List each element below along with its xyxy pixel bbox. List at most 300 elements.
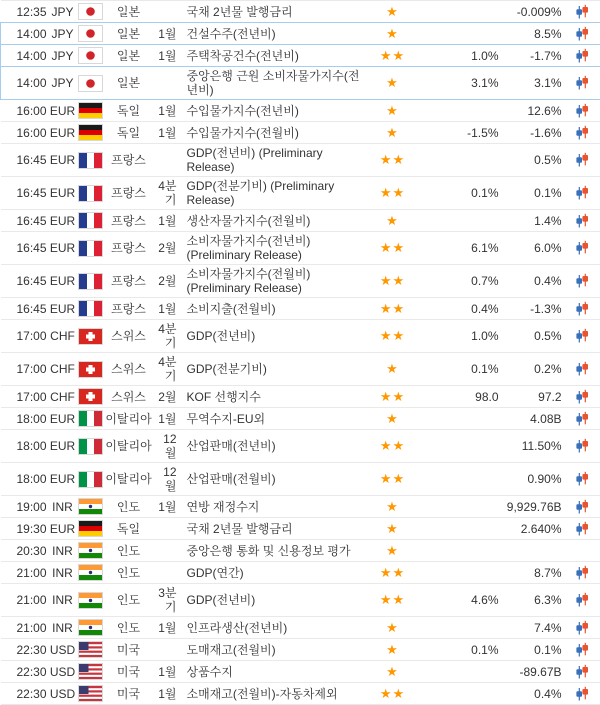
forecast-value: -1.5% — [419, 122, 501, 144]
candlestick-chart-icon[interactable] — [574, 361, 590, 377]
event-cell — [177, 584, 367, 617]
currency-code: INR — [49, 617, 77, 639]
currency-code: EUR — [49, 430, 77, 463]
previous-value: 0.1% — [501, 177, 564, 210]
chart-cell — [564, 100, 600, 122]
flag-cell — [77, 320, 105, 353]
currency-code: CHF — [49, 320, 77, 353]
event-name[interactable]: 소비지출(전월비) — [187, 302, 276, 316]
candlestick-chart-icon[interactable] — [574, 125, 590, 141]
flag-france-icon — [78, 240, 103, 257]
forecast-value — [419, 661, 501, 683]
importance-cell — [367, 430, 419, 463]
chart-cell — [564, 265, 600, 298]
event-row[interactable] — [1, 210, 600, 232]
event-name[interactable]: 무역수지-EU외 — [187, 412, 266, 426]
event-cell — [177, 683, 367, 705]
importance-cell — [367, 265, 419, 298]
flag-germany-icon — [78, 102, 103, 119]
forecast-value — [419, 408, 501, 430]
importance-star-icon: ★★ — [380, 592, 405, 607]
previous-value: 9,929.76B — [501, 496, 564, 518]
previous-value: 4.08B — [501, 408, 564, 430]
country-name: 프랑스 — [105, 265, 153, 298]
event-name[interactable]: 건설수주(전년비) — [187, 27, 276, 41]
flag-cell — [77, 177, 105, 210]
event-time: 16:00 — [1, 100, 49, 122]
flag-switzerland-icon — [78, 388, 103, 405]
event-cell — [177, 144, 367, 177]
event-cell — [177, 518, 367, 540]
importance-star-icon: ★ — [386, 521, 399, 536]
country-name: 인도 — [105, 584, 153, 617]
forecast-value — [419, 540, 501, 562]
report-period: 4분기 — [153, 177, 177, 210]
event-name[interactable]: 수입물가지수(전월비) — [187, 126, 299, 140]
event-time: 17:00 — [1, 353, 49, 386]
flag-usa-icon — [78, 685, 103, 702]
importance-star-icon: ★★ — [380, 328, 405, 343]
event-name[interactable]: 국채 2년물 발행금리 — [187, 5, 293, 19]
country-name: 스위스 — [105, 353, 153, 386]
currency-code: CHF — [49, 386, 77, 408]
event-row[interactable] — [1, 617, 600, 639]
event-time: 21:00 — [1, 562, 49, 584]
importance-star-icon: ★★ — [380, 185, 405, 200]
chart-cell — [564, 584, 600, 617]
event-cell — [177, 540, 367, 562]
candlestick-chart-icon[interactable] — [574, 521, 590, 537]
event-row[interactable] — [1, 232, 600, 265]
event-time: 21:00 — [1, 617, 49, 639]
currency-code: JPY — [49, 1, 77, 23]
event-name[interactable]: 인프라생산(전년비) — [187, 621, 288, 635]
forecast-value — [419, 683, 501, 705]
chart-cell — [564, 562, 600, 584]
forecast-value: 0.1% — [419, 639, 501, 661]
currency-code: EUR — [49, 177, 77, 210]
event-row[interactable] — [1, 518, 600, 540]
flag-cell — [77, 463, 105, 496]
flag-cell — [77, 122, 105, 144]
candlestick-chart-icon[interactable] — [574, 499, 590, 515]
importance-star-icon: ★ — [386, 620, 399, 635]
previous-value: 6.0% — [501, 232, 564, 265]
event-cell — [177, 210, 367, 232]
flag-usa-icon — [78, 641, 103, 658]
candlestick-chart-icon[interactable] — [574, 301, 590, 317]
event-name[interactable]: 수입물가지수(전년비) — [187, 104, 299, 118]
candlestick-chart-icon[interactable] — [574, 565, 590, 581]
currency-code: USD — [49, 639, 77, 661]
report-period: 1월 — [153, 23, 177, 45]
report-period — [153, 1, 177, 23]
flag-switzerland-icon — [78, 328, 103, 345]
importance-star-icon: ★★ — [380, 389, 405, 404]
forecast-value — [419, 100, 501, 122]
event-cell — [177, 353, 367, 386]
chart-cell — [564, 683, 600, 705]
forecast-value: 1.0% — [419, 45, 501, 67]
currency-code: JPY — [49, 67, 77, 100]
importance-star-icon: ★★ — [380, 686, 405, 701]
event-row[interactable] — [1, 144, 600, 177]
chart-cell — [564, 353, 600, 386]
candlestick-chart-icon[interactable] — [574, 152, 590, 168]
candlestick-chart-icon[interactable] — [574, 686, 590, 702]
importance-cell — [367, 584, 419, 617]
importance-star-icon: ★★ — [380, 240, 405, 255]
country-name: 일본 — [105, 45, 153, 67]
candlestick-chart-icon[interactable] — [574, 103, 590, 119]
forecast-value — [419, 463, 501, 496]
event-row[interactable] — [1, 298, 600, 320]
event-cell — [177, 562, 367, 584]
importance-star-icon: ★ — [386, 664, 399, 679]
importance-star-icon: ★★ — [380, 48, 405, 63]
flag-cell — [77, 67, 105, 100]
event-time: 16:45 — [1, 298, 49, 320]
importance-cell — [367, 562, 419, 584]
report-period: 2월 — [153, 265, 177, 298]
importance-star-icon: ★★ — [380, 565, 405, 580]
flag-cell — [77, 661, 105, 683]
country-name: 프랑스 — [105, 232, 153, 265]
previous-value: -89.67B — [501, 661, 564, 683]
event-name[interactable]: KOF 선행지수 — [187, 390, 261, 404]
event-name[interactable]: 국채 2년물 발행금리 — [187, 522, 293, 536]
candlestick-chart-icon[interactable] — [574, 411, 590, 427]
event-time: 14:00 — [1, 67, 49, 100]
flag-cell — [77, 298, 105, 320]
flag-cell — [77, 496, 105, 518]
forecast-value — [419, 518, 501, 540]
forecast-value — [419, 617, 501, 639]
flag-india-icon — [78, 498, 103, 515]
candlestick-chart-icon[interactable] — [574, 75, 590, 91]
previous-value: -1.7% — [501, 45, 564, 67]
event-name[interactable]: 중앙은행 근원 소비자물가지수(전년비) — [187, 69, 360, 97]
event-time: 16:45 — [1, 144, 49, 177]
chart-cell — [564, 518, 600, 540]
previous-value — [501, 540, 564, 562]
event-row[interactable] — [1, 540, 600, 562]
currency-code: INR — [49, 584, 77, 617]
report-period: 4분기 — [153, 353, 177, 386]
event-time: 21:00 — [1, 584, 49, 617]
report-period: 1월 — [153, 298, 177, 320]
event-name[interactable]: 상품수지 — [187, 665, 233, 679]
previous-value: -1.6% — [501, 122, 564, 144]
chart-cell — [564, 617, 600, 639]
country-name: 독일 — [105, 518, 153, 540]
chart-cell — [564, 540, 600, 562]
currency-code: USD — [49, 661, 77, 683]
event-time: 22:30 — [1, 683, 49, 705]
event-time: 18:00 — [1, 408, 49, 430]
importance-cell — [367, 210, 419, 232]
event-time: 19:00 — [1, 496, 49, 518]
candlestick-chart-icon[interactable] — [574, 471, 590, 487]
event-name[interactable]: 주택착공건수(전년비) — [187, 49, 299, 63]
candlestick-chart-icon[interactable] — [574, 389, 590, 405]
currency-code: INR — [49, 562, 77, 584]
candlestick-chart-icon[interactable] — [574, 185, 590, 201]
forecast-value: 3.1% — [419, 67, 501, 100]
event-name[interactable]: 소비자물가지수(전월비) (Preliminary Release) — [187, 267, 311, 295]
importance-cell — [367, 639, 419, 661]
report-period — [153, 540, 177, 562]
flag-cell — [77, 683, 105, 705]
previous-value: 11.50% — [501, 430, 564, 463]
forecast-value — [419, 1, 501, 23]
forecast-value — [419, 496, 501, 518]
forecast-value: 0.1% — [419, 177, 501, 210]
flag-japan-icon — [78, 3, 103, 20]
report-period — [153, 562, 177, 584]
report-period: 12월 — [153, 463, 177, 496]
candlestick-chart-icon[interactable] — [574, 642, 590, 658]
event-name[interactable]: 소비자물가지수(전년비) (Preliminary Release) — [187, 234, 311, 262]
importance-cell — [367, 518, 419, 540]
previous-value: 7.4% — [501, 617, 564, 639]
event-row[interactable] — [1, 463, 600, 496]
importance-cell — [367, 683, 419, 705]
flag-india-icon — [78, 619, 103, 636]
flag-japan-icon — [78, 25, 103, 42]
event-time: 14:00 — [1, 23, 49, 45]
importance-cell — [367, 353, 419, 386]
candlestick-chart-icon[interactable] — [574, 213, 590, 229]
event-name[interactable]: GDP(전분기비) (Preliminary Release) — [187, 179, 335, 207]
chart-cell — [564, 232, 600, 265]
event-row[interactable] — [1, 386, 600, 408]
event-row[interactable] — [1, 584, 600, 617]
flag-cell — [77, 265, 105, 298]
flag-france-icon — [78, 212, 103, 229]
flag-cell — [77, 144, 105, 177]
importance-star-icon: ★ — [386, 642, 399, 657]
event-time: 16:45 — [1, 177, 49, 210]
event-time: 16:45 — [1, 265, 49, 298]
forecast-value: 0.7% — [419, 265, 501, 298]
event-name[interactable]: GDP(연간) — [187, 566, 244, 580]
event-row[interactable] — [1, 320, 600, 353]
event-time: 18:00 — [1, 430, 49, 463]
country-name: 스위스 — [105, 320, 153, 353]
event-time: 16:00 — [1, 122, 49, 144]
chart-cell — [564, 661, 600, 683]
importance-star-icon: ★ — [386, 103, 399, 118]
event-row[interactable] — [1, 562, 600, 584]
previous-value: 0.5% — [501, 144, 564, 177]
currency-code: EUR — [49, 298, 77, 320]
importance-cell — [367, 496, 419, 518]
country-name: 이탈리아 — [105, 430, 153, 463]
importance-star-icon: ★★ — [380, 152, 405, 167]
candlestick-chart-icon[interactable] — [574, 438, 590, 454]
chart-cell — [564, 320, 600, 353]
importance-cell — [367, 100, 419, 122]
report-period: 1월 — [153, 100, 177, 122]
event-row[interactable] — [1, 45, 600, 67]
event-name[interactable]: 연방 재정수지 — [187, 500, 260, 514]
importance-star-icon: ★ — [386, 125, 399, 140]
candlestick-chart-icon[interactable] — [574, 664, 590, 680]
candlestick-chart-icon[interactable] — [574, 620, 590, 636]
flag-india-icon — [78, 592, 103, 609]
event-row[interactable] — [1, 177, 600, 210]
currency-code: EUR — [49, 265, 77, 298]
candlestick-chart-icon[interactable] — [574, 273, 590, 289]
chart-cell — [564, 408, 600, 430]
event-name[interactable]: 소매재고(전월비)-자동차제외 — [187, 687, 338, 701]
event-cell — [177, 67, 367, 100]
event-cell — [177, 463, 367, 496]
importance-star-icon: ★★ — [380, 301, 405, 316]
chart-cell — [564, 144, 600, 177]
report-period: 2월 — [153, 386, 177, 408]
event-row[interactable] — [1, 265, 600, 298]
flag-cell — [77, 232, 105, 265]
event-name[interactable]: GDP(전년비) (Preliminary Release) — [187, 146, 323, 174]
country-name: 이탈리아 — [105, 463, 153, 496]
currency-code: JPY — [49, 45, 77, 67]
event-time: 16:45 — [1, 210, 49, 232]
importance-star-icon: ★★ — [380, 273, 405, 288]
report-period: 3분기 — [153, 584, 177, 617]
candlestick-chart-icon[interactable] — [574, 48, 590, 64]
report-period — [153, 144, 177, 177]
currency-code: EUR — [49, 100, 77, 122]
country-name: 프랑스 — [105, 210, 153, 232]
event-row[interactable] — [1, 353, 600, 386]
event-name[interactable]: 중앙은행 통화 및 신용정보 평가 — [187, 544, 351, 558]
event-time: 12:35 — [1, 1, 49, 23]
forecast-value: 1.0% — [419, 320, 501, 353]
chart-cell — [564, 177, 600, 210]
previous-value: -1.3% — [501, 298, 564, 320]
event-cell — [177, 298, 367, 320]
event-name[interactable]: 생산자물가지수(전월비) — [187, 214, 311, 228]
event-name[interactable]: 도매재고(전월비) — [187, 643, 276, 657]
candlestick-chart-icon[interactable] — [574, 328, 590, 344]
currency-code: INR — [49, 496, 77, 518]
flag-italy-icon — [78, 471, 103, 488]
forecast-value — [419, 210, 501, 232]
event-time: 19:30 — [1, 518, 49, 540]
event-row[interactable] — [1, 100, 600, 122]
candlestick-chart-icon[interactable] — [574, 26, 590, 42]
report-period: 1월 — [153, 210, 177, 232]
importance-star-icon: ★ — [386, 543, 399, 558]
event-row[interactable] — [1, 23, 600, 45]
event-time: 14:00 — [1, 45, 49, 67]
forecast-value: 98.0 — [419, 386, 501, 408]
event-row[interactable] — [1, 639, 600, 661]
country-name: 독일 — [105, 100, 153, 122]
event-cell — [177, 408, 367, 430]
report-period: 1월 — [153, 122, 177, 144]
event-row[interactable] — [1, 430, 600, 463]
previous-value: 0.4% — [501, 683, 564, 705]
previous-value: 2.640% — [501, 518, 564, 540]
event-row[interactable] — [1, 122, 600, 144]
event-name[interactable]: GDP(전년비) — [187, 593, 256, 607]
country-name: 일본 — [105, 23, 153, 45]
event-row[interactable] — [1, 408, 600, 430]
chart-cell — [564, 122, 600, 144]
event-name[interactable]: 산업판매(전년비) — [187, 439, 276, 453]
event-cell — [177, 232, 367, 265]
event-time: 22:30 — [1, 639, 49, 661]
importance-star-icon: ★ — [386, 26, 399, 41]
currency-code: INR — [49, 540, 77, 562]
currency-code: EUR — [49, 518, 77, 540]
flag-germany-icon — [78, 520, 103, 537]
chart-cell — [564, 23, 600, 45]
event-name[interactable]: GDP(전분기비) — [187, 362, 267, 376]
event-cell — [177, 100, 367, 122]
country-name: 인도 — [105, 540, 153, 562]
flag-usa-icon — [78, 663, 103, 680]
importance-cell — [367, 540, 419, 562]
flag-cell — [77, 430, 105, 463]
event-name[interactable]: 산업판매(전월비) — [187, 472, 276, 486]
previous-value: 0.1% — [501, 639, 564, 661]
previous-value: 0.4% — [501, 265, 564, 298]
flag-cell — [77, 353, 105, 386]
currency-code: JPY — [49, 23, 77, 45]
event-row[interactable] — [1, 1, 600, 23]
flag-france-icon — [78, 185, 103, 202]
candlestick-chart-icon[interactable] — [574, 240, 590, 256]
country-name: 스위스 — [105, 386, 153, 408]
event-name[interactable]: GDP(전년비) — [187, 329, 256, 343]
event-row[interactable] — [1, 67, 600, 100]
event-row[interactable] — [1, 683, 600, 705]
flag-italy-icon — [78, 410, 103, 427]
event-cell — [177, 45, 367, 67]
country-name: 미국 — [105, 639, 153, 661]
flag-cell — [77, 23, 105, 45]
event-time: 17:00 — [1, 320, 49, 353]
event-cell — [177, 661, 367, 683]
flag-cell — [77, 210, 105, 232]
flag-france-icon — [78, 273, 103, 290]
currency-code: EUR — [49, 232, 77, 265]
event-time: 17:00 — [1, 386, 49, 408]
event-row[interactable] — [1, 661, 600, 683]
flag-france-icon — [78, 300, 103, 317]
candlestick-chart-icon[interactable] — [574, 592, 590, 608]
currency-code: EUR — [49, 144, 77, 177]
report-period: 1월 — [153, 496, 177, 518]
event-cell — [177, 430, 367, 463]
importance-cell — [367, 177, 419, 210]
importance-cell — [367, 661, 419, 683]
previous-value: 1.4% — [501, 210, 564, 232]
country-name: 인도 — [105, 496, 153, 518]
candlestick-chart-icon[interactable] — [574, 4, 590, 20]
event-row[interactable] — [1, 496, 600, 518]
country-name: 미국 — [105, 683, 153, 705]
importance-cell — [367, 122, 419, 144]
flag-cell — [77, 1, 105, 23]
importance-star-icon: ★ — [386, 499, 399, 514]
chart-cell — [564, 210, 600, 232]
country-name: 인도 — [105, 562, 153, 584]
